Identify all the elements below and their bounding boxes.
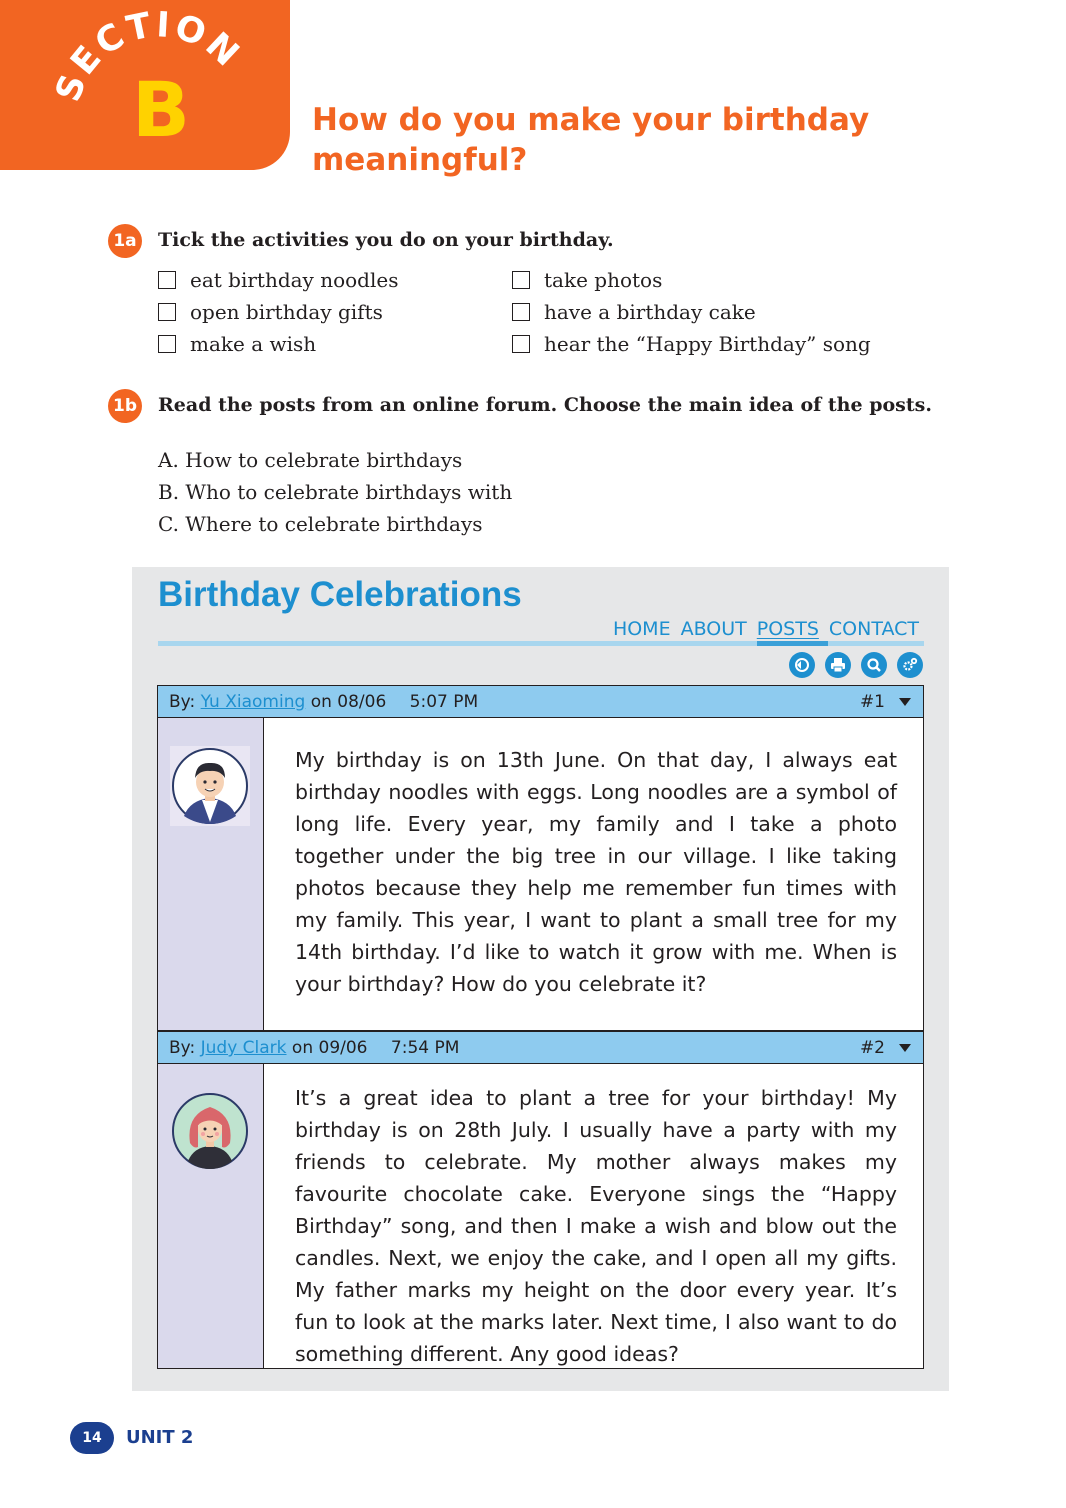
check-item-take-photos[interactable] xyxy=(512,266,662,294)
activity-1b-instruction: Read the posts from an online forum. Choose the main idea of the posts. xyxy=(158,394,932,416)
forum-nav xyxy=(608,615,924,643)
post-date: on 08/06 xyxy=(310,692,387,712)
nav-active-indicator xyxy=(757,641,828,646)
check-item-birthday-cake[interactable] xyxy=(512,298,756,326)
post-body: It’s a great idea to plant a tree for your birthday! My birthday is on 28th July. I usually have a party with my friends to celebrate. My mother always makes my favourite chocolate cake. Everyone sings the “Happy Birthday” song, and then I make a wish and blow out the candles. Next, we enjoy the cake, and I open all my gifts. My father marks my height on the door every year. It’s fun to look at the marks later. Next time, I also want to do something different. Any good ideas? xyxy=(295,1086,897,1366)
post-number-group xyxy=(860,686,911,718)
check-item-label: hear the “Happy Birthday” song xyxy=(544,332,871,356)
post-time: 5:07 PM xyxy=(409,692,479,712)
post-body: My birthday is on 13th June. On that day, I always eat birthday noodles with eggs. Long noodles are a symbol of long life. Every year, my family and I take a photo together under the big tree in our village. I like taking photos because they help me remember fun times with my family. This year, I want to plant a small tree for my 14th birthday. I’d like to watch it grow with me. When is your birthday? How do you celebrate it? xyxy=(295,748,897,996)
nav-home[interactable]: HOME xyxy=(612,618,671,640)
check-item-label: open birthday gifts xyxy=(190,300,383,324)
option-b[interactable]: B. Who to celebrate birthdays with xyxy=(158,480,513,504)
post-sidebar xyxy=(158,1064,264,1368)
check-item-make-wish[interactable] xyxy=(158,330,316,358)
settings-icon[interactable] xyxy=(897,652,923,678)
post-date: on 09/06 xyxy=(291,1038,368,1058)
checkbox[interactable] xyxy=(512,271,530,289)
page-title xyxy=(312,100,952,180)
girl-avatar xyxy=(170,1091,250,1171)
checkbox[interactable] xyxy=(158,303,176,321)
checkbox[interactable] xyxy=(512,303,530,321)
post-by-label: By: xyxy=(169,692,196,712)
activity-1a-badge: 1a xyxy=(108,224,142,258)
checkbox[interactable] xyxy=(158,335,176,353)
post-number-group xyxy=(860,1032,911,1064)
section-word: SECTION xyxy=(48,5,249,107)
activity-1a-instruction: Tick the activities you do on your birthday. xyxy=(158,229,614,251)
section-letter: B xyxy=(132,65,190,154)
post-by-label: By: xyxy=(169,1038,196,1058)
forum-title: Birthday Celebrations xyxy=(158,575,522,614)
post-sidebar xyxy=(158,718,264,1030)
post-header xyxy=(158,686,923,718)
unit-label: UNIT 2 xyxy=(126,1427,194,1448)
nav-contact[interactable]: CONTACT xyxy=(828,618,919,640)
chevron-down-icon[interactable] xyxy=(899,1044,911,1052)
print-icon[interactable] xyxy=(825,652,851,678)
post-author-link[interactable]: Judy Clark xyxy=(200,1038,287,1058)
activity-1b-badge: 1b xyxy=(108,389,142,423)
page-title-line-1: How do you make your birthday xyxy=(312,102,870,138)
checkbox[interactable] xyxy=(512,335,530,353)
boy-avatar xyxy=(170,746,250,826)
section-header-tab xyxy=(0,0,290,170)
post-author-link[interactable]: Yu Xiaoming xyxy=(200,692,306,712)
chevron-down-icon[interactable] xyxy=(899,698,911,706)
forum-post-1 xyxy=(157,685,924,1031)
forum-post-2 xyxy=(157,1031,924,1369)
check-item-label: have a birthday cake xyxy=(544,300,756,324)
forum-panel xyxy=(132,567,949,1391)
check-item-label: eat birthday noodles xyxy=(190,268,399,292)
post-header xyxy=(158,1032,923,1064)
check-item-birthday-song[interactable] xyxy=(512,330,871,358)
post-number: #2 xyxy=(859,1038,885,1058)
nav-about[interactable]: ABOUT xyxy=(680,618,747,640)
check-item-label: make a wish xyxy=(190,332,317,356)
check-item-eat-noodles[interactable] xyxy=(158,266,398,294)
search-icon[interactable] xyxy=(861,652,887,678)
reply-icon[interactable] xyxy=(789,652,815,678)
forum-toolbar xyxy=(789,652,923,678)
page-number: 14 xyxy=(70,1422,114,1454)
check-item-open-gifts[interactable] xyxy=(158,298,383,326)
option-a[interactable]: A. How to celebrate birthdays xyxy=(158,448,463,472)
post-time: 7:54 PM xyxy=(390,1038,460,1058)
option-c[interactable]: C. Where to celebrate birthdays xyxy=(158,512,483,536)
checkbox[interactable] xyxy=(158,271,176,289)
nav-posts[interactable]: POSTS xyxy=(756,618,819,640)
post-number: #1 xyxy=(859,692,885,712)
page-title-line-2: meaningful? xyxy=(312,142,528,178)
check-item-label: take photos xyxy=(544,268,663,292)
